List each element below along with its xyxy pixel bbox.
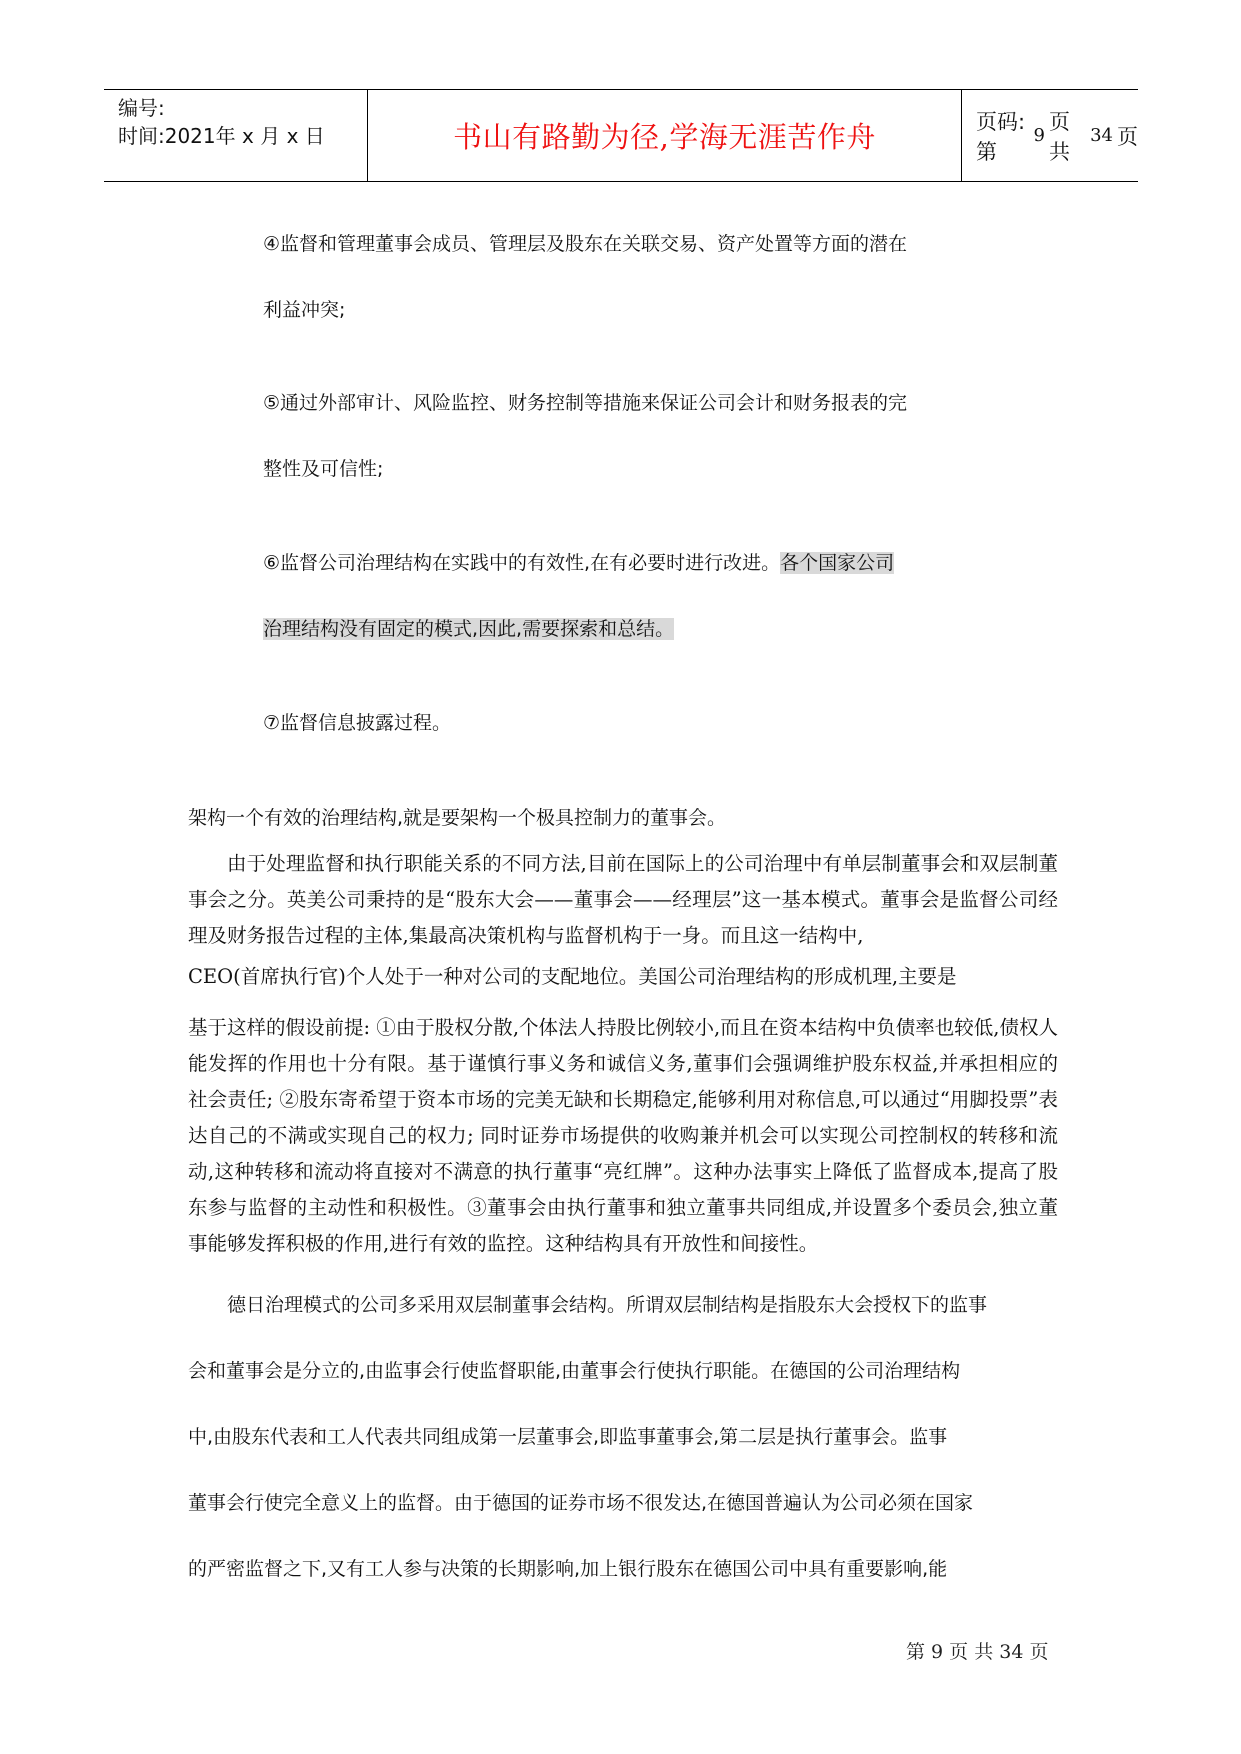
item-5-line-2: 整性及可信性; [263,458,384,480]
highlighted-text: 治理结构没有固定的模式,因此,需要探索和总结。 [263,618,675,640]
time-prefix: 时间:2021年 [118,124,236,148]
page-footer: 第 9 页 共 34 页 [906,1641,1049,1663]
page-suffix: 页 [1117,124,1138,149]
item-6-line-1 [263,547,894,579]
paragraph-3-line-2: 会和董事会是分立的,由监事会行使监督职能,由董事会行使执行职能。在德国的公司治理结构 [188,1360,961,1382]
page-mid: 页 共 [1048,109,1070,164]
page-header [104,89,1138,182]
paragraph-1-ceo-line: CEO(首席执行官)个人处于一种对公司的支配地位。美国公司治理结构的形成机理,主要是 [188,965,957,988]
item-4-line-2: 利益冲突; [263,299,346,321]
header-motto: 书山有路勤为径,学海无涯苦作舟 [368,90,962,181]
document-number-label: 编号: [118,96,165,120]
page-total: 34 [1090,125,1113,146]
item-4-line-1: ④监督和管理董事会成员、管理层及股东在关联交易、资产处置等方面的潜在 [263,233,908,255]
highlighted-text: 各个国家公司 [780,552,895,574]
item-7: ⑦监督信息披露过程。 [263,712,452,734]
paragraph-3-line-1: 德日治理模式的公司多采用双层制董事会结构。所谓双层制结构是指股东大会授权下的监事 [227,1294,988,1316]
item-5-line-1: ⑤通过外部审计、风险监控、财务控制等措施来保证公司会计和财务报表的完 [263,392,908,414]
paragraph-2: 基于这样的假设前提: ①由于股权分散,个体法人持股比例较小,而且在资本结构中负债率也较低,债权人能发挥的作用也十分有限。基于谨慎行事义务和诚信义务,董事们会强调维护股东权益,并承担相应的社会责任; ②股东寄希望于资本市场的完美无缺和长期稳定,能够利用对称信息,可以通过“用脚投票”表达自己的不满或实现自己的权力; 同时证券市场提供的收购兼并机会可以实现公司控制权的转移和流动,这种转移和流动将直接对不满意的执行董事“亮红牌”。这种办法事实上降低了监督成本,提高了股东参与监督的主动性和积极性。③董事会由执行董事和独立董事共同组成,并设置多个委员会,独立董事能够发挥积极的作用,进行有效的监控。这种结构具有开放性和间接性。 [188,1016,1058,1255]
item-6-text: ⑥监督公司治理结构在实践中的有效性,在有必要时进行改进。 [263,552,781,574]
time-month-label: 月 [260,124,281,148]
summary-sentence: 架构一个有效的治理结构,就是要架构一个极具控制力的董事会。 [188,807,727,829]
item-6-line-2 [263,613,674,645]
header-meta [104,90,368,181]
page-current: 9 [1033,125,1045,146]
paragraph-1: 由于处理监督和执行职能关系的不同方法,目前在国际上的公司治理中有单层制董事会和双层制董事会之分。英美公司秉持的是“股东大会——董事会——经理层”这一基本模式。董事会是监督公司经理及财务报告过程的主体,集最高决策机构与监督机构于一身。而且这一结构中, [188,852,1058,947]
paragraph-3-line-5: 的严密监督之下,又有工人参与决策的长期影响,加上银行股东在德国公司中具有重要影响,能 [188,1558,948,1580]
paragraph-3-line-3: 中,由股东代表和工人代表共同组成第一层董事会,即监事董事会,第二层是执行董事会。监事 [188,1426,948,1448]
page-prefix: 页码:第 [976,109,1026,164]
header-page-number [962,90,1138,181]
time-month-placeholder: x [242,124,254,148]
time-day-placeholder: x [286,124,299,148]
document-time [118,122,367,150]
paragraph-3-line-4: 董事会行使完全意义上的监督。由于德国的证券市场不很发达,在德国普遍认为公司必须在国家 [188,1492,974,1514]
time-day-label: 日 [304,124,325,148]
